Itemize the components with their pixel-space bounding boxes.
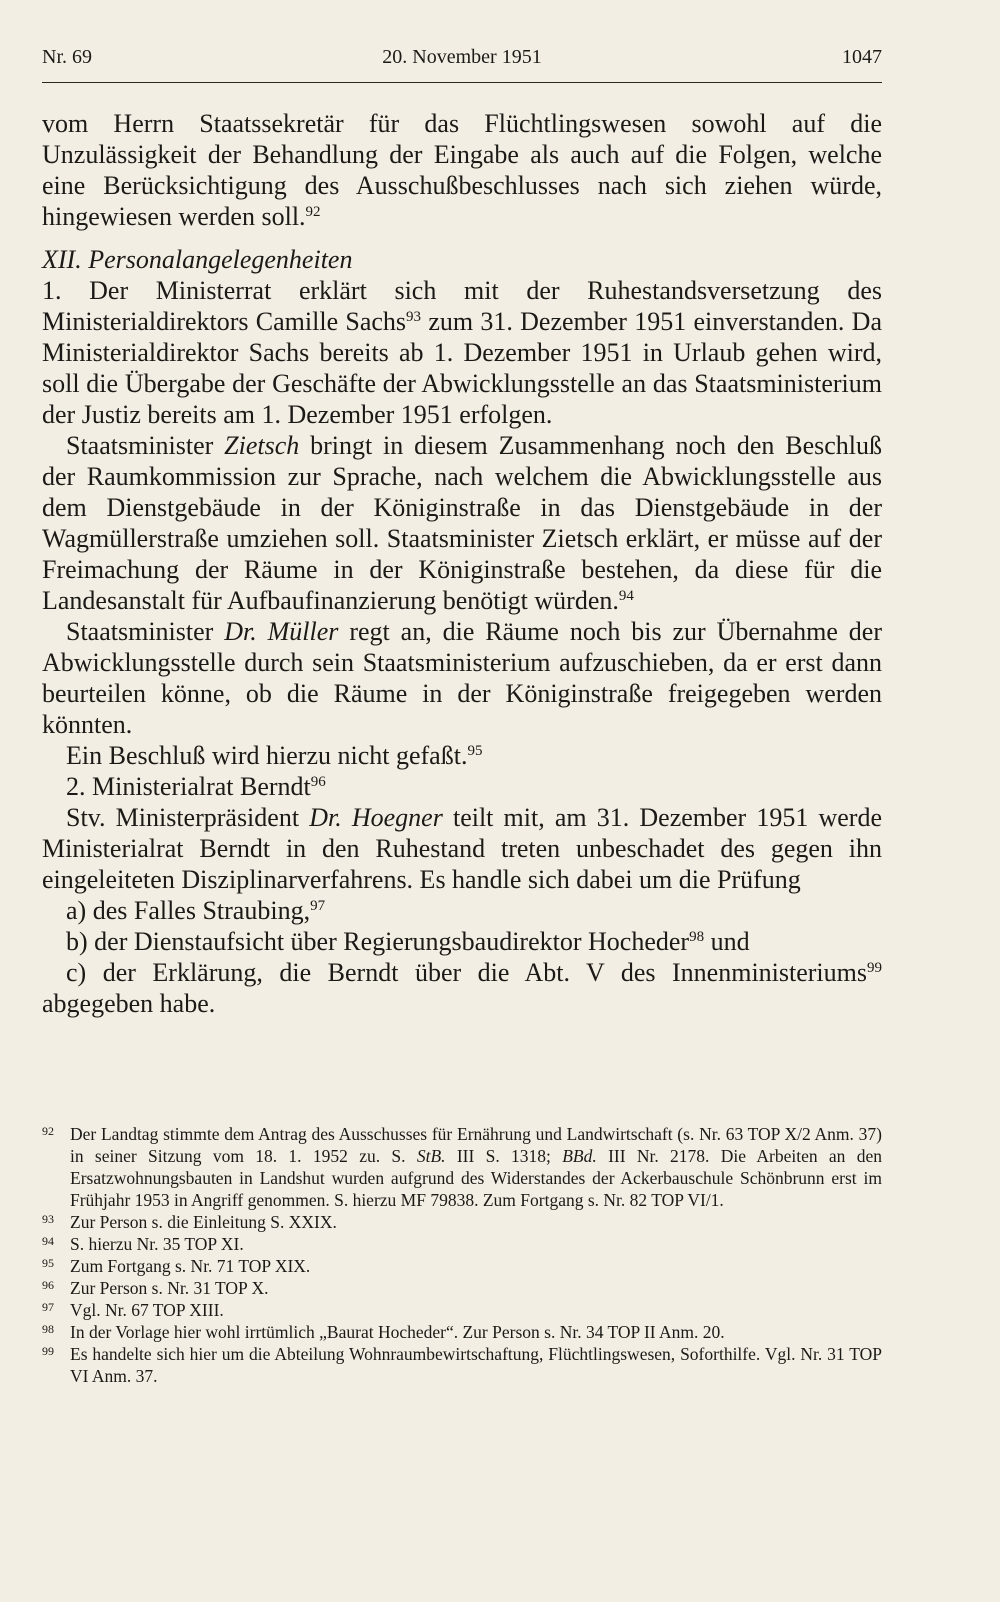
footnote-ref: 93: [406, 309, 422, 325]
person-name: Dr. Müller: [224, 617, 339, 646]
footnote: [42, 1343, 882, 1387]
footnote-text: III S. 1318;: [445, 1146, 563, 1166]
footnote-text: StB.: [416, 1146, 446, 1166]
paragraph-text: abgegeben habe.: [42, 989, 216, 1018]
header-date: 20. November 1951: [382, 46, 542, 68]
list-item: [42, 895, 882, 926]
footnote-ref: 92: [305, 204, 321, 220]
page-header: [42, 46, 882, 72]
footnote-text: III Nr. 2178. Die Arbeiten an den Ersatzwohnungsbauten in Landshut wurden aufgrund des Widerstandes der Ackerbauschule Schönbrunn erst im Frühjahr 1953 in Angriff genommen. S. hierzu MF 79838. Zum Fortgang s. Nr. 82 TOP VI/1.: [70, 1146, 883, 1210]
footnote-ref: 94: [618, 588, 634, 604]
footnotes: [42, 1123, 882, 1387]
paragraph-text: teilt mit, am 31. Dezember 1951 werde Ministerialrat Berndt in den Ruhestand treten unbeschadet des gegen ihn eingeleiteten Disziplinarverfahrens. Es handle sich dabei um die Prüfung: [42, 803, 883, 894]
footnote-number: 93: [42, 1212, 54, 1226]
footnote: [42, 1277, 882, 1299]
footnote-text: Zur Person s. Nr. 31 TOP X.: [70, 1278, 269, 1298]
footnote-number: 92: [42, 1124, 54, 1138]
footnote: [42, 1233, 882, 1255]
footnote-number: 96: [42, 1278, 54, 1292]
section-heading: XII. Personalangelegenheiten: [42, 245, 353, 274]
person-name: Zietsch: [224, 431, 300, 460]
footnote: [42, 1321, 882, 1343]
paragraph-text: b) der Dienstaufsicht über Regierungsbaudirektor Hocheder: [66, 927, 690, 956]
footnote-ref: 97: [310, 898, 326, 914]
footnote: [42, 1123, 882, 1211]
paragraph-text: a) des Falles Straubing,: [66, 896, 311, 925]
main-text: [42, 108, 882, 1019]
document-number: Nr. 69: [42, 46, 92, 68]
paragraph: [42, 616, 882, 740]
footnote-ref: 95: [467, 743, 483, 759]
paragraph-text: 1. Der Ministerrat erklärt sich mit der Ruhestandsversetzung des Ministerialdirektors Camille Sachs: [42, 276, 882, 336]
person-name: Dr. Hoegner: [309, 803, 443, 832]
paragraph-text: Stv. Ministerpräsident: [66, 803, 310, 832]
footnote-ref: 96: [310, 774, 326, 790]
footnote-number: 98: [42, 1322, 54, 1336]
footnote-text: BBd.: [562, 1146, 597, 1166]
footnote-text: In der Vorlage hier wohl irrtümlich „Baurat Hocheder“. Zur Person s. Nr. 34 TOP II Anm. 20.: [70, 1322, 725, 1342]
footnote-text: S. hierzu Nr. 35 TOP XI.: [70, 1234, 244, 1254]
paragraph-text: Staatsminister: [66, 617, 225, 646]
list-item: [42, 926, 882, 957]
paragraph: [42, 740, 882, 771]
paragraph-text: Staatsminister: [66, 431, 225, 460]
paragraph: [42, 802, 882, 895]
paragraph-text: c) der Erklärung, die Berndt über die Abt. V des Innenministeriums: [66, 958, 867, 987]
paragraph-text: regt an, die Räume noch bis zur Übernahme der Abwicklungsstelle durch sein Staatsministerium aufzuschieben, da er erst dann beurteilen könne, ob die Räume in der Königinstraße freigegeben werden könnten.: [42, 617, 882, 739]
paragraph-text: bringt in diesem Zusammenhang noch den Beschluß der Raumkommission zur Sprache, nach welchem die Abwicklungsstelle aus dem Dienstgebäude in der Königinstraße in das Dienstgebäude in der Wagmüllerstraße umziehen soll. Staatsminister Zietsch erklärt, er müsse auf der Freimachung der Räume in der Königinstraße bestehen, da diese für die Landesanstalt für Aufbaufinanzierung benötigt würden.: [42, 431, 882, 615]
paragraph: [42, 430, 882, 616]
paragraph-text: Ein Beschluß wird hierzu nicht gefaßt.: [66, 741, 468, 770]
footnote-text: Der Landtag stimmte dem Antrag des Ausschusses für Ernährung und Landwirtschaft (s. Nr. 63 TOP X/2 Anm. 37) in seiner Sitzung vom 18. 1. 1952 zu. S.: [70, 1124, 882, 1166]
paragraph-text: vom Herrn Staatssekretär für das Flüchtlingswesen sowohl auf die Unzulässigkeit der Behandlung der Eingabe als auch auf die Folgen, welche eine Berücksichtigung des Ausschußbeschlusses nach sich ziehen würde, hingewiesen werden soll.: [42, 109, 882, 231]
footnote-text: Es handelte sich hier um die Abteilung Wohnraumbewirtschaftung, Flüchtlingswesen, Soforthilfe. Vgl. Nr. 31 TOP VI Anm. 37.: [70, 1344, 882, 1386]
header-rule: [42, 82, 882, 83]
footnote-number: 94: [42, 1234, 54, 1248]
footnote-number: 99: [42, 1344, 54, 1358]
paragraph: [42, 275, 882, 430]
list-item: [42, 957, 882, 1019]
paragraph-text: 2. Ministerialrat Berndt: [66, 772, 311, 801]
footnote-text: Zur Person s. die Einleitung S. XXIX.: [70, 1212, 337, 1232]
footnote: [42, 1299, 882, 1321]
footnote-ref: 99: [867, 960, 882, 976]
footnote-text: Vgl. Nr. 67 TOP XIII.: [70, 1300, 224, 1320]
footnote-number: 95: [42, 1256, 54, 1270]
paragraph-text: und: [704, 927, 750, 956]
footnote: [42, 1211, 882, 1233]
subsection-heading: [42, 771, 882, 802]
paragraph: [42, 108, 882, 232]
footnote: [42, 1255, 882, 1277]
footnote-ref: 98: [689, 929, 705, 945]
footnote-text: Zum Fortgang s. Nr. 71 TOP XIX.: [70, 1256, 311, 1276]
paragraph-text: zum 31. Dezember 1951 einverstanden. Da Ministerialdirektor Sachs bereits ab 1. Dezember 1951 in Urlaub gehen wird, soll die Übergabe der Geschäfte der Abwicklungsstelle an das Staatsministerium der Justiz bereits am 1. Dezember 1951 erfolgen.: [42, 307, 882, 429]
page-number: 1047: [842, 46, 882, 68]
footnote-number: 97: [42, 1300, 54, 1314]
